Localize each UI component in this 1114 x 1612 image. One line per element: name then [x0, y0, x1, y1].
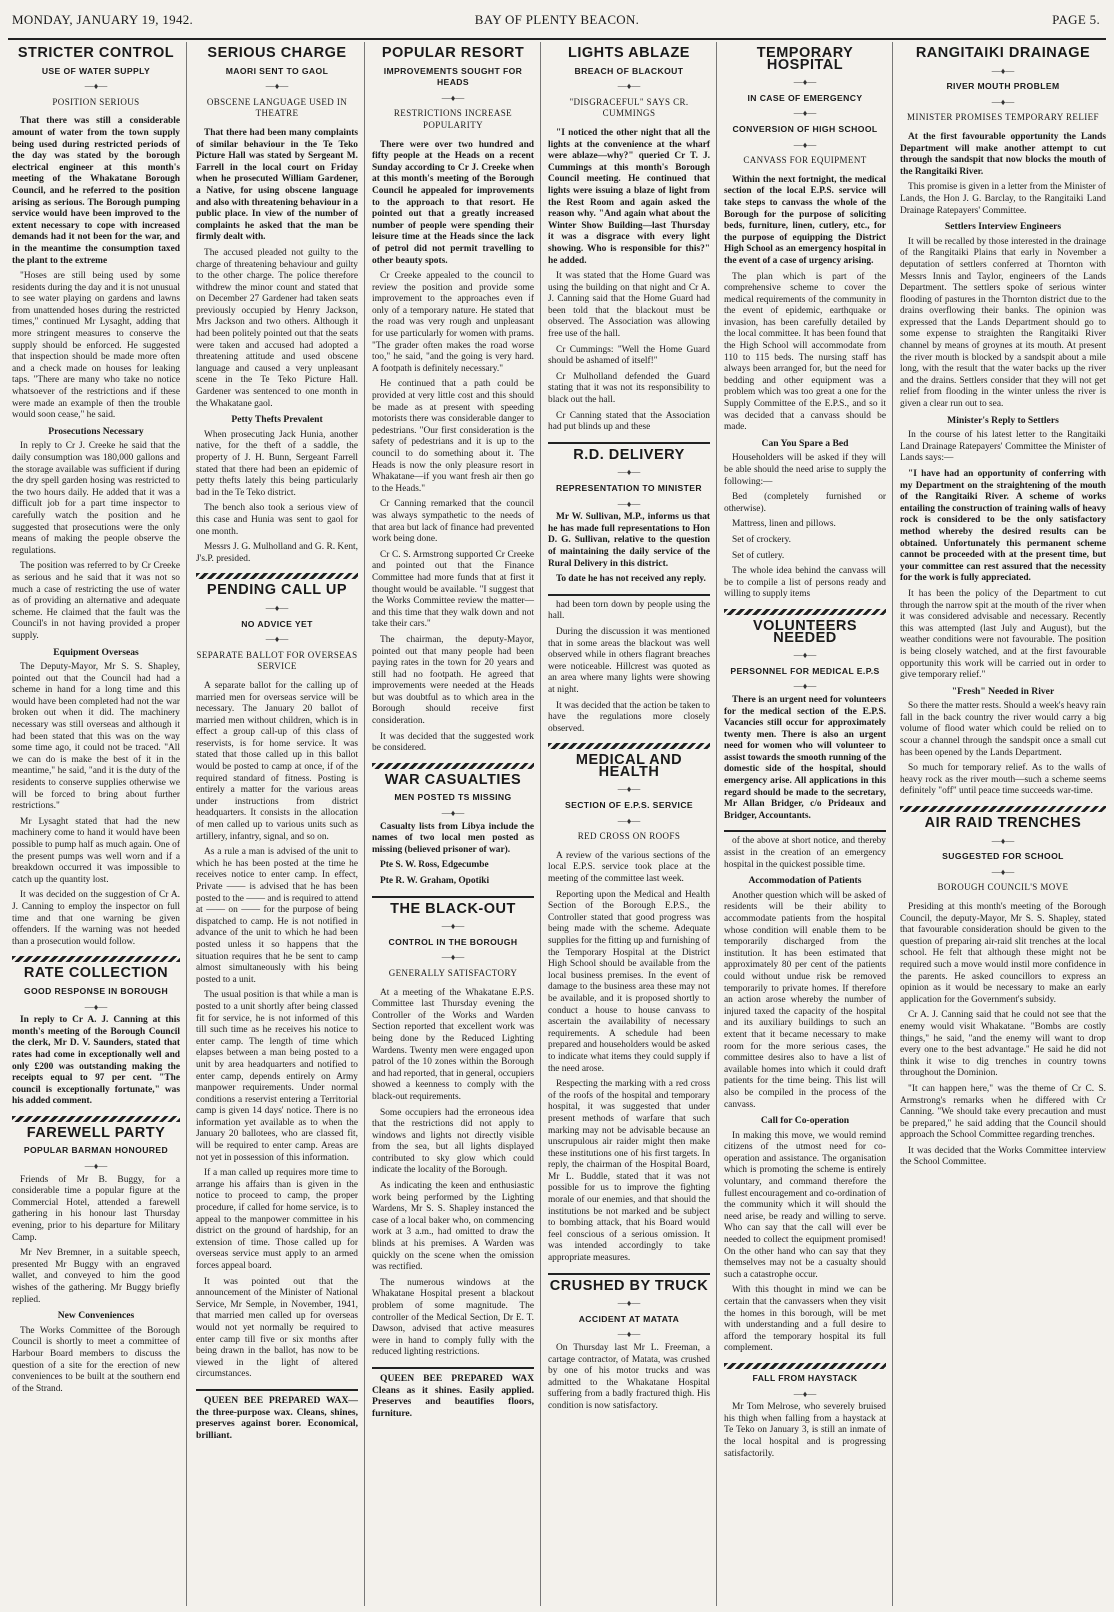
- continuation-divider: [724, 830, 886, 832]
- ornament-divider: —♦—: [265, 602, 289, 613]
- paragraph: If a man called up requires more time to arrange his affairs than is given in the notice to proceed to camp, the proper procedure, if called for home service, is to appeal to the manpower committee in his district on the ground of hardship, for an extension of time. Those called up for overseas service must apply to an armed forces appeal board.: [196, 1168, 358, 1271]
- paragraph: "Hoses are still being used by some residents during the day and it is not unusual to see water playing on gardens and lawns from unattended hoses during the restricted times," continued Mr Lysaght, adding that more stringent measures to conserve the supply should be enforced. He suggested that inspection should be made more often and a check made on houses for leaking taps. "There are many who take no notice whatsoever of the restrictions and if these were made an example of then the trouble would soon cease," he said.: [12, 271, 180, 421]
- subhead-secondary: OBSCENE LANGUAGE USED IN THEATRE: [206, 96, 348, 119]
- paragraph: During the discussion it was mentioned that in some areas the blackout was well observed while in others flagrant breaches were noticeable. Hillcrest was quoted as an area where many lights were showing at night.: [548, 626, 710, 695]
- paragraph: Mr Lysaght stated that had the new machinery come to hand it would have been possible to pump half as much again. One of the present pumps was well worn and if a breakdown occurred it was impossible to catch up the quantity lost.: [12, 816, 180, 885]
- paragraph: It was decided on the suggestion of Cr A. J. Canning to employ the inspector on full time and that one warning be given offenders. If the warning was not heeded than a prosecution would follow.: [12, 890, 180, 947]
- advertisement-wax: QUEEN BEE PREPARED WAX— the three-purpose wax. Cleans, shines, preserves against borer. Economical, brilliant.: [196, 1394, 358, 1441]
- paragraph: It will be recalled by those interested in the drainage of the Rangitaiki Plains that early in November a deputation of settlers conferred at Thornton with Messrs Innis and Taylor, engineers of the Lands Department. The settlers spoke of serious winter flooding of pastures in the Thornton district due to the drains overflowing their banks. The opinion was expressed that the Lands Department should go to some expense to straighten the Rangitaiki River channel by means of groynes at its mouth. At present the river mouth is blocked by a sandspit about a mile long, with the result that the water backs up the river and the drains. Settlers consider that they will not get relief from flooding in the winter unless the river is given a clear run out to sea.: [900, 236, 1106, 410]
- paragraph: In reply to Cr J. Creeke he said that the daily consumption was 180,000 gallons and the storage available was sufficient if during the dry spell garden hosing was restricted to the two hours daily. He added that it was a difficult job for a part time inspector to carefully watch the position and he suggested that prosecutions were the only means of making the people observe the regulations.: [12, 441, 180, 556]
- ornament-divider: —♦—: [84, 1161, 108, 1172]
- ornament-divider: —♦—: [793, 77, 817, 88]
- headline-stricter-control: STRICTER CONTROL: [17, 45, 175, 61]
- paragraph: The accused pleaded not guilty to the charge of threatening behaviour and guilty to the other charge. The police therefore withdrew the minor count and stated that on December 27 Gardener had taken seats previously occupied by Henry Jackson, Mrs Jackson and two others. Although it had been politely pointed out that the seats were taken and accused had adopted a threatening attitude and used obscene language and caused a very unpleasant scene in the Te Teko Picture Hall. Gardener was sentenced to one month in the Whakatane gaol.: [196, 247, 358, 409]
- paragraph: Mr Tom Melrose, who severely bruised his thigh when falling from a haystack at Te Teko on January 3, is still an inmate of the local hospital and is progressing satisfactorily.: [724, 1402, 886, 1459]
- column-5: [718, 42, 893, 1606]
- ornament-divider: —♦—: [84, 1001, 108, 1012]
- subhead-secondary: MINISTER PROMISES TEMPORARY RELIEF: [907, 112, 1099, 123]
- headline-rangitaiki-drainage: RANGITAIKI DRAINAGE: [915, 45, 1091, 61]
- paragraph: At a meeting of the Whakatane E.P.S. Committee last Thursday evening the Controller of the Works and Warden Section reported that excellent work was being done by the Reduced Lighting Wardens. Twenty men were engaged upon patrol of the 10 zones within the Borough and had reported, that in general, occupiers showed a keenness to comply with the black-out requirements.: [372, 987, 534, 1102]
- section-subhead: Minister's Reply to Settlers: [947, 414, 1059, 426]
- paragraph: Presiding at this month's meeting of the Borough Council, the deputy-Mayor, Mr S. S. Shapley, stated that favourable consideration should be given to the question of preparing air-raid slit trenches at the local school. He felt that although these might not be required such a move would instil more confidence in the parents. He asked councillors to express an opinion as it would be necessary to make an early application for the Government's subsidy.: [900, 902, 1106, 1005]
- paragraph: Cr Mulholland defended the Guard stating that it was not its responsibility to black out the hall.: [548, 371, 710, 406]
- paragraph: Messrs J. G. Mulholland and G. R. Kent, J's.P. presided.: [196, 542, 358, 564]
- paragraph: of the above at short notice, and thereby assist in the creation of an emergency hospital in the quickest possible time.: [724, 836, 886, 870]
- paragraph: Cr Cummings: "Well the Home Guard should be ashamed of itself!": [548, 344, 710, 367]
- headline-war-casualties: WAR CASUALTIES: [384, 771, 522, 788]
- paragraph: Another question which will be asked of residents will be their ability to accommodate patients from the hospital whose condition will enable them to be temporarily discharged from the institution. It has been estimated that approximately 80 per cent of the patients could without undue risk be removed temporarily to private homes. If therefore an action arose whereby the number of injured taxed the capacity of the hospital and its auxiliary buildings to such an extent that it became necessary to make room for the more serious cases, the committee desires also to have a list of available homes into which it could draft patients for the time being. This list will also be compiled in the process of the canvass.: [724, 890, 886, 1110]
- ornament-divider: —♦—: [617, 81, 641, 92]
- article-divider: [724, 1363, 886, 1369]
- paragraph: The chairman, the deputy-Mayor, pointed out that many people had been paying rates in the town for 20 years and still had no footpath. He agreed that improvements were needed at the Heads but was doubtful as to which area in the Borough should receive first consideration.: [372, 634, 534, 727]
- subhead: MAORI SENT TO GAOL: [225, 65, 329, 76]
- paragraph: It has been the policy of the Department to cut through the narrow spit at the mouth of the river when it was considered advisable and necessary. Recently this was attempted (last July and August), but the weather conditions were not favourable. The position is being closely watched, and at the first favourable opportunity this work will be carried out in order to give temporary relief.": [900, 588, 1106, 681]
- article-divider: [372, 896, 534, 898]
- ornament-divider: —♦—: [793, 681, 817, 692]
- ornament-divider: —♦—: [991, 96, 1015, 107]
- ornament-divider: —♦—: [617, 815, 641, 826]
- subhead: NO ADVICE YET: [241, 618, 313, 629]
- advertisement-wax: QUEEN BEE PREPARED WAX Cleans as it shines. Easily applied. Preserves and beautifies floors, furniture.: [372, 1372, 534, 1419]
- headline-air-raid-trenches: AIR RAID TRENCHES: [924, 815, 1082, 832]
- lead-paragraph: Mr W. Sullivan, M.P., informs us that he has made full representations to Hon D. G. Sullivan, relative to the question of maintaining the daily service of the Rural Delivery in this district.: [548, 512, 710, 569]
- paragraph: The whole idea behind the canvass will be to compile a list of persons ready and willing to supply items: [724, 566, 886, 600]
- paragraph: So much for temporary relief. As to the walls of heavy rock as the river mouth—such a scheme seems definitely "off" until peace time succeeds war-time.: [900, 763, 1106, 797]
- section-subhead: Can You Spare a Bed: [761, 437, 849, 449]
- headline-fall-from-haystack: FALL FROM HAYSTACK: [752, 1372, 858, 1383]
- paragraph: Cr C. S. Armstrong supported Cr Creeke and pointed out that the Finance Committee had more funds that at first it thought would be available. "I suggest that the Works Committee review the matter—and this time that they walk down and not take their cars.": [372, 549, 534, 630]
- paragraph: The plan which is part of the comprehensive scheme to cover the medical requirements of the community in the event of epidemic, earthquake or invasion, has been carefully detailed by the local committee. It has been found that the High School will accommodate from 110 to 115 beds. The nursing staff has always been arranged for, but the need for bedding and other equipment was a problem which was too great a one for the Supply Committee of the E.P.S., and so it was decided that a canvass should be made.: [724, 271, 886, 433]
- subhead: MEN POSTED TS MISSING: [394, 792, 512, 803]
- subhead: REPRESENTATION TO MINISTER: [556, 483, 702, 493]
- subhead: CONVERSION OF HIGH SCHOOL: [732, 123, 878, 134]
- page-number: PAGE 5.: [1052, 12, 1100, 27]
- paragraph: Cr Canning stated that the Association had put blinds up and these: [548, 410, 710, 433]
- headline-temporary-hospital: TEMPORARY HOSPITAL: [756, 45, 854, 73]
- advert-divider: [372, 1367, 534, 1369]
- paragraph: When prosecuting Jack Hunia, another native, for the theft of a saddle, the property of J. H. Bunn, Sergeant Farrell stated that there had been an epidemic of petty thefts lately this being particularly bad in the Te Teko district.: [196, 429, 358, 498]
- list-item: Set of crockery.: [732, 534, 792, 545]
- paragraph: With this thought in mind we can be certain that the canvassers when they visit the homes in this borough, will be met with understanding and a full desire to afford the temporary hospital its full complement.: [724, 1285, 886, 1354]
- paragraph: had been torn down by people using the hall.: [548, 599, 710, 622]
- masthead: [8, 4, 1106, 40]
- lead-paragraph: There is an urgent need for volunteers for the medical section of the E.P.S. Vacancies still occur for approximately twenty men. There is also an urgent need for women who will volunteer to assist towards the smooth running of the domestic side of the hospital, should emergency arise. All applications in this regard should be made to the secretary, Mr Allan Bridger, c/o Prideaux and Bridger, Accountants.: [724, 694, 886, 821]
- casualty-name: Pte R. W. Graham, Opotiki: [380, 876, 490, 886]
- article-divider: [196, 573, 358, 579]
- subhead-secondary: POSITION SERIOUS: [52, 96, 140, 107]
- lead-paragraph: That there was still a considerable amount of water from the town supply being used during restricted periods of the day was stated by the borough electrical engineer at this month's meeting of the Whakatane Borough Council, and he referred to the position arising as serious. The Borough pumping service would have been improved to the extent necessary to cope with increased demands had it not been for the war, and in the meantime the consumption taxed the plant to the extreme: [12, 116, 180, 266]
- paragraph: It was decided that the suggested work be considered.: [372, 731, 534, 754]
- article-divider: [548, 1273, 710, 1275]
- ornament-divider: —♦—: [441, 808, 465, 819]
- ornament-divider: —♦—: [793, 108, 817, 119]
- subhead: PERSONNEL FOR MEDICAL E.P.S: [730, 665, 880, 676]
- ornament-divider: —♦—: [617, 1298, 641, 1309]
- article-divider: [900, 806, 1106, 812]
- subhead: POPULAR BARMAN HONOURED: [23, 1145, 169, 1156]
- headline-crushed-by-truck: CRUSHED BY TRUCK: [549, 1277, 709, 1294]
- lead-paragraph: There were over two hundred and fifty people at the Heads on a recent Sunday according to Cr J. Creeke when at this month's meeting of the Borough Council he appealed for improvements to the approach to that resort. He pointed out that a greatly increased number of people were spending their leisure time at the Heads since the lack of petrol did not permit travelling to other beauty spots.: [372, 139, 534, 266]
- paragraph: On Thursday last Mr L. Freeman, a cartage contractor, of Matata, was crushed by one of his motor trucks and was admitted to the Whakatane Hospital suffering from a badly fractured thigh. His condition is now satisfactory.: [548, 1343, 710, 1411]
- paragraph: Cr A. J. Canning said that he could not see that the enemy would visit Whakatane. "Bombs are costly things," he said, "and the enemy will want to drop every one to the best advantage." He said he did not think it wise to dig trenches in country towns throughout the Dominion.: [900, 1010, 1106, 1079]
- lead-paragraph: "I noticed the other night that all the lights at the convenience at the wharf were ablaze—why?" queried Cr T. J. Cummings at this month's Borough Council meeting. He continued that lights were issuing a blaze of light from the Rest Room and again asked the reason why. "And again what about the Winter Show Building—last Thursday it was a disgrace with every light showing. Who is responsible for this?" he added.: [548, 127, 710, 266]
- section-subhead: "Fresh" Needed in River: [951, 685, 1055, 697]
- headline-farewell-party: FAREWELL PARTY: [26, 1124, 166, 1141]
- subhead: IMPROVEMENTS SOUGHT FOR HEADS: [383, 65, 523, 88]
- casualty-name: Pte S. W. Ross, Edgecumbe: [380, 860, 489, 871]
- paragraph: Mr Nev Bremner, in a suitable speech, presented Mr Buggy with an engraved wallet, and conveyed to him the good wishes of the gathering. Mr Buggy briefly replied.: [12, 1248, 180, 1305]
- headline-popular-resort: POPULAR RESORT: [381, 45, 525, 61]
- ornament-divider: —♦—: [84, 81, 108, 92]
- ornament-divider: —♦—: [617, 467, 641, 478]
- ornament-divider: —♦—: [793, 139, 817, 150]
- paragraph: "I have had an opportunity of conferring with my Department on the straightening of the mouth of the Rangitaiki River. A scheme of works entailing the construction of training walls of heavy rock is considered to be the only satisfactory method whereby the desired results can be obtained. Unfortunately this permanent scheme cannot be proceeded with at the present time, but your committee can rest assured that the necessity for the work is fully appreciated.: [900, 469, 1106, 584]
- subhead-secondary: "DISGRACEFUL" SAYS CR. CUMMINGS: [569, 96, 689, 119]
- ornament-divider: —♦—: [617, 498, 641, 509]
- issue-date: MONDAY, JANUARY 19, 1942.: [12, 12, 194, 27]
- ornament-divider: —♦—: [265, 634, 289, 645]
- paragraph: The usual position is that while a man is posted to a unit shortly after being classed fit for service, he is not informed of this till such time as he receives his notice to enter camp. The length of time which elapses between a man being posted to a unit by area headquarters and notified to enter camp, depends entirely on Army manpower requirements. Under normal conditions a reservist entering a Territorial camp is given 14 days' notice. There is no information yet available as to when the January 20 ballotees, who are classed fit, will be required to enter camp. Areas are not yet in possession of this information.: [196, 990, 358, 1163]
- column-3: [366, 42, 541, 1606]
- paragraph: It was decided that the Works Committee interview the School Committee.: [900, 1145, 1106, 1168]
- ornament-divider: —♦—: [793, 1388, 817, 1399]
- article-divider: [12, 956, 180, 962]
- list-item: Bed (completely furnished or otherwise).: [724, 492, 886, 514]
- subhead-secondary: RED CROSS ON ROOFS: [577, 831, 681, 842]
- paragraph: The bench also took a serious view of this case and Hunia was sent to gaol for one month.: [196, 503, 358, 537]
- paragraph: The numerous windows at the Whakatane Hospital present a blackout problem of some magnitude. The controller of the Medical Section, Dr E. T. Dawson, advised that active measures were in hand to comply fully with the reduced lighting restrictions.: [372, 1277, 534, 1358]
- article-divider: [548, 743, 710, 749]
- paragraph: Some occupiers had the erroneous idea that the restrictions did not apply to windows and lights not directly visible from the sea, but all lights displayed contributed to sky glow which could indicate the locality of the Borough.: [372, 1107, 534, 1176]
- ornament-divider: —♦—: [991, 866, 1015, 877]
- paragraph: As a rule a man is advised of the unit to which he has been posted at the time he receives notice to enter camp. In effect, Private —— is advised that he has been posted to the —— and is required to attend at —— on —— for the purpose of being dispatched to camp. He is not notified in advance of the unit to which he had been posted unless it so happens that the situation requires that he be sent to camp almost simultaneously with his being posted to a unit.: [196, 847, 358, 985]
- subhead: IN CASE OF EMERGENCY: [747, 92, 863, 103]
- ornament-divider: —♦—: [617, 1329, 641, 1340]
- paragraph: As indicating the keen and enthusiastic work being performed by the Lighting Wardens, Mr S. S. Shapley instanced the case of a local baker who, on commencing work at 3 a.m., had omitted to draw the blinds at his premises. A Warden was quickly on the scene when the omission was rectified.: [372, 1181, 534, 1273]
- headline-medical-and-health: MEDICAL AND HEALTH: [575, 752, 683, 780]
- lead-paragraph: At the first favourable opportunity the Lands Department will make another attempt to cut through the sandspit that now blocks the mouth of the Rangitaiki River.: [900, 131, 1106, 177]
- headline-volunteers-needed: VOLUNTEERS NEEDED: [752, 617, 858, 646]
- paragraph: "It can happen here," was the theme of Cr C. S. Armstrong's remarks when he differed with Cr Canning. "We should take every precaution and must be prepared," he said adding that the Council should approach the School Committee regarding trenches.: [900, 1083, 1106, 1141]
- subhead: BREACH OF BLACKOUT: [574, 65, 684, 76]
- ornament-divider: —♦—: [991, 835, 1015, 846]
- lead-paragraph: Within the next fortnight, the medical section of the local E.P.S. service will take steps to canvass the whole of the Borough for the purpose of soliciting beds, furniture, linen, cutlery, etc., for the purpose of equipping the District High School as an emergency hospital in the event of a case of urgency arising.: [724, 174, 886, 266]
- ornament-divider: —♦—: [793, 650, 817, 661]
- section-subhead: Petty Thefts Prevalent: [231, 414, 323, 426]
- column-4: [542, 42, 717, 1606]
- headline-the-black-out: THE BLACK-OUT: [390, 900, 516, 917]
- paragraph: Respecting the marking with a red cross of the roofs of the hospital and temporary hospital, it was suggested that under present methods of warfare that such marking may not be advisable because an unscrupulous air raider might then make these institutions one of his first targets. In reply, the chairman of the Hospital Board, Mr L. Buddle, stated that it was not possible for us to improve the fighting morale of our enemies, and that should the institutions be not marked and be subject to bombing attack, that his Board would feel conscious of a serious omission. It was intended accordingly to take appropriate measures.: [548, 1079, 710, 1264]
- column-1: [8, 42, 187, 1606]
- section-subhead: Prosecutions Necessary: [48, 425, 144, 437]
- subhead: CONTROL IN THE BOROUGH: [388, 936, 518, 947]
- subhead-secondary: RESTRICTIONS INCREASE POPULARITY: [393, 108, 513, 130]
- paragraph: Cr Creeke appealed to the council to review the position and provide some improvement to the approaches even if only of a temporary nature. He stated that the road was very rough and unpleasant for use particularly for women with prams. "The grader often makes the road worse too," he said, "and the going is very hard. A footpath is definitely necessary.": [372, 271, 534, 374]
- paragraph: The position was referred to by Cr Creeke as serious and he said that it was not so much a case of restricting the use of water as of providing an alternative and adequate scheme. He claimed that the fault was the Council's in not having provided a proper supply.: [12, 561, 180, 641]
- subhead-secondary: GENERALLY SATISFACTORY: [388, 967, 518, 978]
- lead-paragraph: In reply to Cr A. J. Canning at this month's meeting of the Borough Council the clerk, Mr D. V. Saunders, stated that rates had come in exceptionally well and only £200 was outstanding making the receipts equal to 97 per cent. "The council is exceptionally fortunate," was his added comment.: [12, 1015, 180, 1107]
- subhead: SUGGESTED FOR SCHOOL: [942, 851, 1064, 862]
- paragraph: It was pointed out that the announcement of the Minister of National Service, Mr Semple, in November, 1941, that married men called up for overseas would not yet normally be required to enter camp till five or six months after being drawn in the ballot, has now to be viewed in the light of altered circumstances.: [196, 1276, 358, 1380]
- article-divider: [724, 609, 886, 615]
- paragraph: In making this move, we would remind citizens of the utmost need for co-operation and assistance. The organisation which is promoting the scheme is entirely voluntary, and command therefore the fullest encouragement and co-ordination of the community which it will should the need arise, be ready and willing to serve. Who can say that the call will ever be needed to collect the equipment promised! On the other hand who can say that they themselves may not be a casualty should such a catastrophe occur.: [724, 1130, 886, 1280]
- list-item: Set of cutlery.: [732, 550, 785, 561]
- paragraph: It was stated that the Home Guard was using the building on that night and Cr A. J. Canning said that the Home Guard had been told that the blackout must be observed. The Association was allowing free use of the hall.: [548, 271, 710, 340]
- column-6: [894, 42, 1112, 1606]
- continuation-divider: [548, 594, 710, 596]
- section-subhead: Accommodation of Patients: [748, 875, 862, 887]
- section-subhead: Equipment Overseas: [53, 646, 139, 658]
- paragraph: The Deputy-Mayor, Mr S. S. Shapley, pointed out that the Council had had a scheme in hand for a long time and this would have been completed had not the war broken out when it did. The machinery necessary was still overseas and although it had been stated that this was on the way some time ago, it could not be traced. "All we can do is make the best of it in the meantime," he said, "and it is the duty of the residents to conserve supplies otherwise we will be forced to bring about further restrictions.": [12, 662, 180, 812]
- subhead-secondary: BOROUGH COUNCIL'S MOVE: [937, 882, 1069, 893]
- lead-paragraph: That there had been many complaints of similar behaviour in the Te Teko Picture Hall was stated by Sergeant M. Farrell in the local court on Friday when he prosecuted William Gardener, a Native, for using obscene language and also with threatening behaviour in a public place. In view of the number of complaints he asked that the man be firmly dealt with.: [196, 127, 358, 243]
- paragraph: A separate ballot for the calling up of married men for overseas service will be necessary. The January 20 ballot of married men without children, which is in effect a group call-up of this class of reservists, is for home service. It was stated that those called up in this ballot would be posted to camp at once, if of the required standard of fitness. Posting is entirely a matter for the various areas under instructions from district headquarters. It consists in the allocation of men called up to various units such as artillery, infantry, signal, and so on.: [196, 680, 358, 842]
- section-subhead: Call for Co-operation: [760, 1115, 850, 1127]
- subhead-secondary: SEPARATE BALLOT FOR OVERSEAS SERVICE: [196, 649, 358, 672]
- article-divider: [548, 442, 710, 444]
- ornament-divider: —♦—: [265, 81, 289, 92]
- ornament-divider: —♦—: [991, 65, 1015, 76]
- headline-serious-charge: SERIOUS CHARGE: [207, 45, 347, 61]
- section-subhead: Settlers Interview Engineers: [944, 221, 1062, 233]
- paragraph: Householders will be asked if they will be able should the need arise to supply the following:—: [724, 453, 886, 487]
- ornament-divider: —♦—: [617, 784, 641, 795]
- subhead: ACCIDENT AT MATATA: [578, 1313, 680, 1324]
- paragraph: In the course of his latest letter to the Rangitaiki Land Drainage Ratepayers' Committee the Minister of Lands says:—: [900, 430, 1106, 464]
- article-divider: [372, 763, 534, 769]
- headline-rate-collection: RATE COLLECTION: [23, 965, 169, 982]
- newspaper-title: BAY OF PLENTY BEACON.: [474, 12, 640, 27]
- headline-rd-delivery: R.D. DELIVERY: [573, 446, 685, 463]
- paragraph: The Works Committee of the Borough Council is shortly to meet a committee of Harbour Board members to discuss the question of a site for the erection of new conveniences to be built at the southern end of the Strand.: [12, 1325, 180, 1394]
- column-2: [190, 42, 365, 1606]
- advert-divider: [196, 1389, 358, 1391]
- paragraph: He continued that a path could be provided at very little cost and this should be made as at present with speeding motorists there was considerable danger to pedestrians. "Our first consideration is the safety of pedestrians and it is up to the council to do something about it. The Heads is now the only pleasure resort in Whakatane—if you want fresh air then go to the Heads.": [372, 379, 534, 494]
- list-item: Mattress, linen and pillows.: [732, 519, 836, 530]
- paragraph: It was decided that the action be taken to have the regulations more closely observed.: [548, 700, 710, 734]
- section-subhead: New Conveniences: [57, 1310, 135, 1322]
- paragraph: A review of the various sections of the local E.P.S. service took place at the meeting of the committee last week.: [548, 850, 710, 885]
- paragraph: This promise is given in a letter from the Minister of Lands, the Hon J. G. Barclay, to the Rangitaiki Land Drainage Ratepayers' Committee.: [900, 182, 1106, 216]
- subhead: RIVER MOUTH PROBLEM: [946, 81, 1060, 92]
- ornament-divider: —♦—: [441, 952, 465, 963]
- article-divider: [12, 1116, 180, 1122]
- subhead-secondary: CANVASS FOR EQUIPMENT: [743, 155, 867, 166]
- subhead: GOOD RESPONSE IN BOROUGH: [23, 985, 169, 996]
- subhead: SECTION OF E.P.S. SERVICE: [564, 800, 694, 811]
- subhead: USE OF WATER SUPPLY: [41, 65, 151, 76]
- paragraph: So there the matter rests. Should a week's heavy rain fall in the back country the river would carry a big volume of flood water which could be relied on to scour a channel through the sandspit once a small cut has been opened by the Lands Department.: [900, 701, 1106, 758]
- paragraph: Reporting upon the Medical and Health Section of the Borough E.P.S., the Controller stated that good progress was being made with the scheme. Adequate supplies for the fitting up and furnishing of the Temporary Hospital at the District High School should be available from the local business premises. In the event of damage to the business area these may not be available, and it is proposed shortly to conduct a house to house canvass to ascertain the availability of necessary requirements. A schedule had been prepared and householders would be asked to indicate what items they could supply if the need arose.: [548, 889, 710, 1074]
- ornament-divider: —♦—: [441, 921, 465, 932]
- ornament-divider: —♦—: [441, 92, 465, 103]
- paragraph: Cr Canning remarked that the council was always sympathetic to the needs of that area but lack of finance had prevented work being done.: [372, 499, 534, 545]
- paragraph: Friends of Mr B. Buggy, for a considerable time a popular figure at the Commercial Hotel, attended a farewell gathering in his honour last Thursday evening, prior to his departure for Military Camp.: [12, 1174, 180, 1243]
- headline-pending-call-up: PENDING CALL UP: [206, 582, 348, 599]
- lead-paragraph: Casualty lists from Libya include the names of two local men posted as missing (believed prisoner of war).: [372, 821, 534, 855]
- paragraph: To date he has not received any reply.: [556, 574, 706, 585]
- headline-lights-ablaze: LIGHTS ABLAZE: [568, 45, 690, 61]
